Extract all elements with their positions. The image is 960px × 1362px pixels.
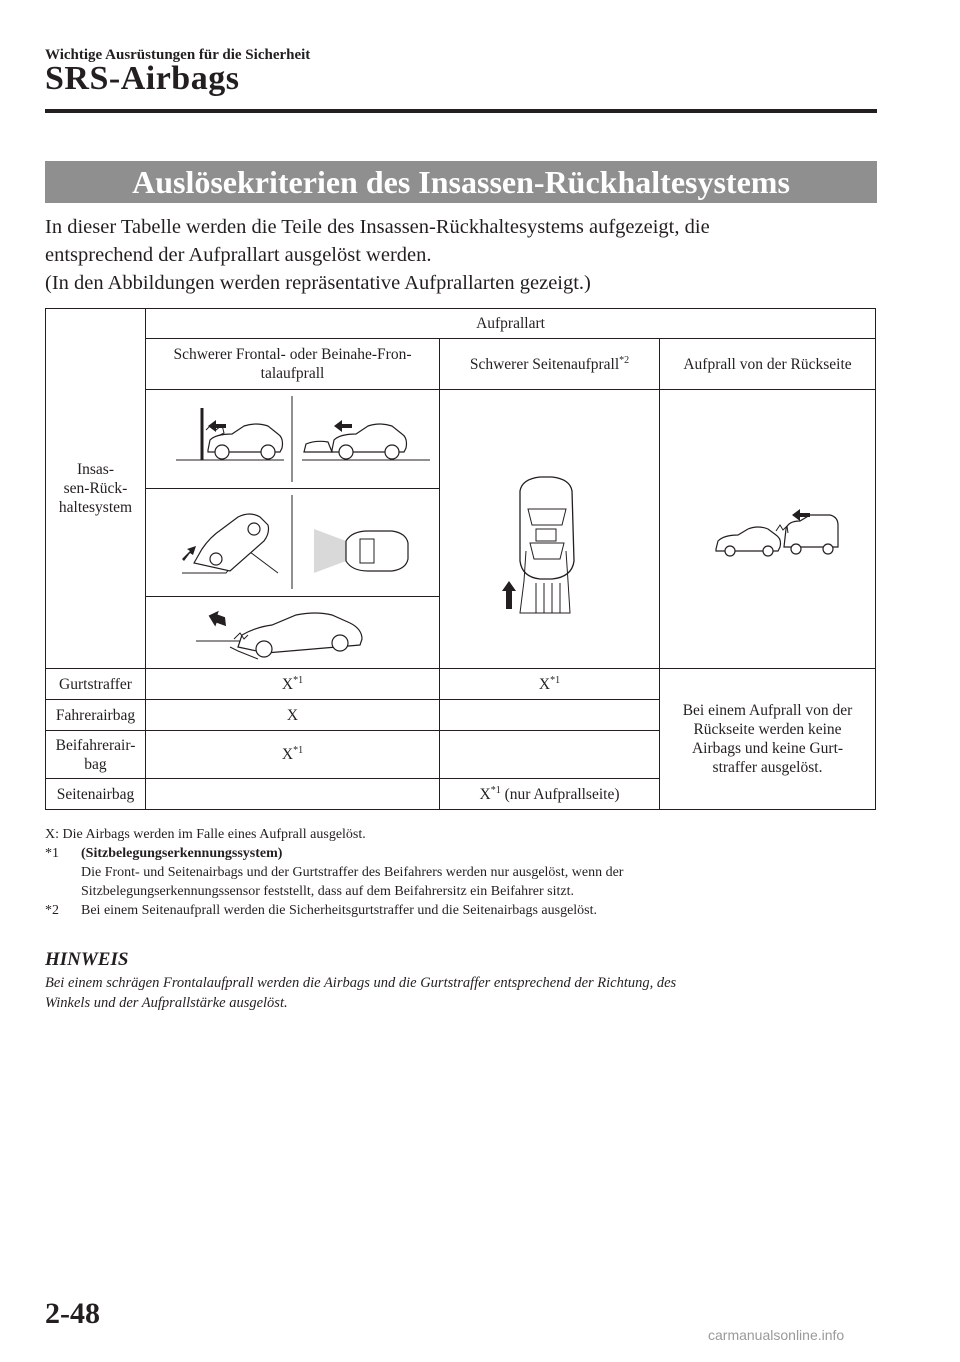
underride-impact-illustration: [146, 597, 439, 668]
row-label: Seitenairbag: [46, 779, 146, 810]
intro-line: In dieser Tabelle werden die Teile des Insassen-Rückhaltesystems aufgezeigt, die: [45, 216, 710, 238]
frontal-illustration-cell: [146, 597, 440, 669]
table-cell: [440, 731, 660, 779]
row-header-line: haltesystem: [58, 499, 133, 516]
cell-value: X: [281, 675, 294, 693]
row-label: [46, 731, 146, 779]
rear-illustration-cell: [660, 390, 876, 669]
footnote-mark: *1: [45, 846, 59, 861]
footnote-mark: *1: [293, 744, 304, 756]
hinweis-line: Bei einem schrägen Frontalaufprall werden die Airbags und die Gurtstraffer entsprechend der Richtung, des: [45, 975, 677, 991]
hinweis-text: [45, 973, 885, 1013]
col-header-line: Schwerer Frontal- oder Beinahe-Fron-: [173, 346, 412, 363]
table-cell: [146, 669, 440, 700]
oblique-impact-illustration: [146, 489, 439, 596]
rear-note-cell: [660, 669, 876, 810]
cell-value: X: [479, 785, 491, 803]
row-header-line: Insas-: [76, 461, 115, 478]
cell-suffix: (nur Aufprallseite): [500, 785, 620, 803]
row-header-line: sen-Rück-: [63, 480, 128, 497]
col-header-rear: Aufprall von der Rückseite: [660, 339, 876, 390]
col-header-side: [440, 339, 660, 390]
trigger-criteria-table: [45, 308, 876, 810]
row-label-line: bag: [84, 755, 107, 773]
rear-note-line: Airbags und keine Gurt-: [691, 740, 844, 757]
frontal-impact-illustration: [146, 390, 439, 488]
footnote-line: Die Front- und Seitenairbags und der Gurtstraffer des Beifahrers werden nur ausgelöst, wenn der: [81, 865, 624, 880]
cell-value: X: [538, 675, 551, 693]
section-label: Wichtige Ausrüstungen für die Sicherheit: [45, 47, 311, 63]
intro-paragraph: [45, 213, 885, 297]
cell-value: X: [281, 746, 294, 763]
chapter-title: SRS-Airbags: [45, 60, 240, 97]
frontal-illustration-cell: [146, 390, 440, 489]
footnote-mark: *1: [490, 784, 501, 796]
table-cell: X: [146, 700, 440, 731]
table-cell: [440, 700, 660, 731]
table-cell: [146, 779, 440, 810]
col-header-frontal: [146, 339, 440, 390]
footnote-1: [45, 844, 885, 901]
intro-line: entsprechend der Aufprallart ausgelöst werden.: [45, 244, 432, 266]
footnote-line: Bei einem Seitenaufprall werden die Sicherheitsgurtstraffer und die Seitenairbags ausgelöst.: [81, 903, 598, 918]
watermark: carmanualsonline.info: [708, 1327, 845, 1343]
row-label-line: Beifahrerair-: [55, 736, 136, 754]
footnote-line: Sitzbelegungserkennungssensor feststellt, dass auf dem Beifahrersitz ein Beifahrer sitzt.: [81, 884, 574, 899]
side-illustration-cell: [440, 390, 660, 669]
section-banner: Auslösekriterien des Insassen-Rückhaltesystems: [45, 161, 877, 203]
chapter-rule: [45, 109, 877, 113]
footnote-mark: *1: [293, 674, 304, 686]
col-header-text: Schwerer Seitenaufprall: [469, 355, 620, 373]
footnote-title: (Sitzbelegungserkennungssystem): [81, 846, 283, 861]
row-label: Gurtstraffer: [46, 669, 146, 700]
table-cell: [440, 779, 660, 810]
rear-note-line: Rückseite werden keine: [693, 721, 842, 738]
table-cell: [440, 669, 660, 700]
rear-impact-illustration: [660, 391, 875, 667]
table-cell: [146, 731, 440, 779]
frontal-illustration-cell: [146, 489, 440, 597]
footnotes: [45, 825, 885, 920]
footnote-mark: *2: [619, 354, 630, 366]
x-legend: X: Die Airbags werden im Falle eines Aufprall ausgelöst.: [45, 827, 366, 842]
impact-type-header: Aufprallart: [146, 309, 876, 339]
page-number: 2-48: [45, 1297, 100, 1330]
footnote-2: [45, 901, 885, 920]
rear-note-line: Bei einem Aufprall von der: [682, 702, 853, 719]
row-label: Fahrerairbag: [46, 700, 146, 731]
hinweis-heading: HINWEIS: [45, 949, 129, 970]
footnote-mark: *2: [45, 903, 59, 918]
footnote-mark: *1: [550, 674, 561, 686]
col-header-line: talaufprall: [260, 365, 325, 382]
side-impact-illustration: [440, 391, 659, 667]
hinweis-line: Winkels und der Aufprallstärke ausgelöst.: [45, 995, 288, 1011]
row-header-cell: [46, 309, 146, 669]
rear-note-line: straffer ausgelöst.: [712, 759, 823, 776]
intro-line: (In den Abbildungen werden repräsentative Aufprallarten gezeigt.): [45, 272, 591, 294]
